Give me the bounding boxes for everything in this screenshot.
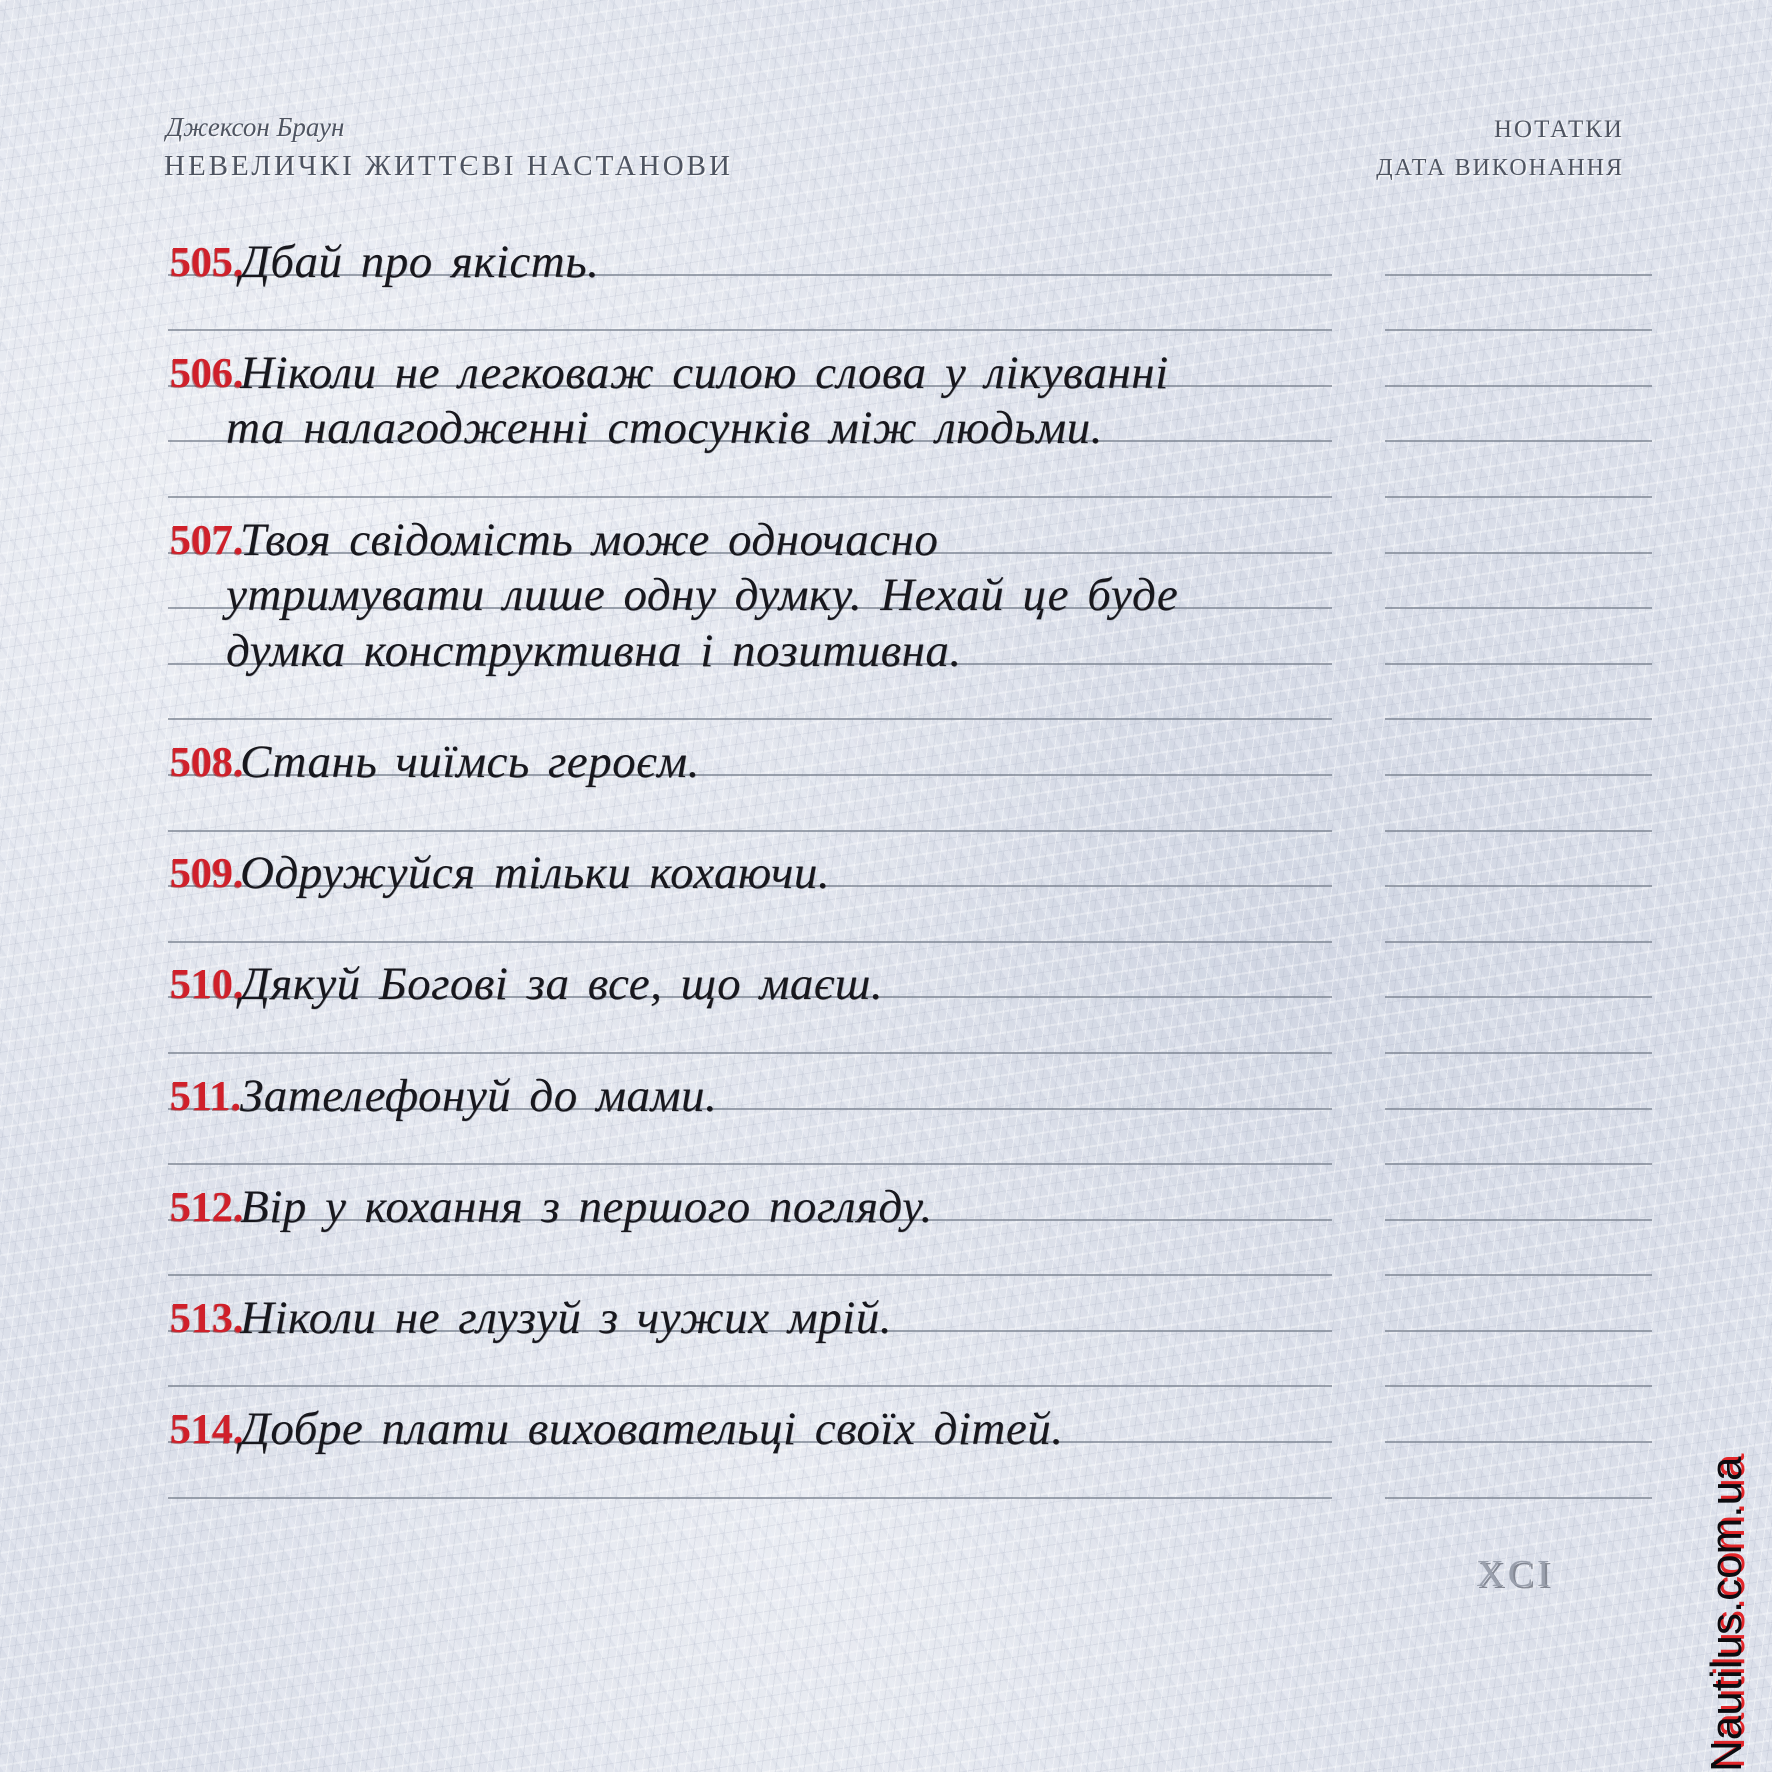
item-row bbox=[0, 220, 1772, 288]
spacer-row bbox=[0, 1332, 1772, 1388]
item-row bbox=[0, 1165, 1772, 1233]
item-row bbox=[0, 554, 1772, 622]
notes-header: НОТАТКИ bbox=[1494, 116, 1624, 143]
item-number: 513. bbox=[170, 1295, 244, 1342]
item-row bbox=[0, 720, 1772, 788]
item-text-line: Твоя свідомість може одночасно bbox=[240, 513, 939, 566]
item-text-line: думка конструктивна і позитивна. bbox=[226, 624, 962, 677]
book-title: НЕВЕЛИЧКІ ЖИТТЄВІ НАСТАНОВИ bbox=[164, 150, 733, 182]
item-text-line: та налагодженні стосунків між людьми. bbox=[226, 402, 1103, 455]
spacer-row bbox=[0, 1221, 1772, 1277]
item-row bbox=[0, 943, 1772, 1011]
item-text-line: Вір у кохання з першого погляду. bbox=[240, 1180, 933, 1233]
page-number: XCI bbox=[1476, 1553, 1554, 1595]
item-text-line: Дякуй Богові за все, що маєш. bbox=[240, 958, 884, 1011]
item-number: 511. bbox=[170, 1073, 242, 1120]
spacer-row bbox=[0, 998, 1772, 1054]
item-number: 508. bbox=[170, 739, 244, 786]
item-row bbox=[0, 498, 1772, 566]
spacer-row bbox=[0, 887, 1772, 943]
spacer-row bbox=[0, 1110, 1772, 1166]
item-number: 514. bbox=[170, 1407, 244, 1454]
watermark: Nautilus.com.ua bbox=[1702, 1456, 1751, 1772]
item-number: 509. bbox=[170, 851, 244, 898]
item-text-line: Одружуйся тільки кохаючи. bbox=[240, 847, 831, 900]
author-name: Джексон Браун bbox=[166, 112, 345, 142]
item-row bbox=[0, 609, 1772, 677]
spacer-row bbox=[0, 442, 1772, 498]
spacer-row bbox=[0, 665, 1772, 721]
spacer-row bbox=[0, 276, 1772, 332]
rule-line-main bbox=[168, 1497, 1332, 1499]
item-text-line: Дбай про якість. bbox=[240, 235, 600, 288]
item-text-line: Добре плати виховательці своїх дітей. bbox=[240, 1403, 1064, 1456]
item-text-line: Ніколи не легковаж силою слова у лікуванні bbox=[240, 346, 1169, 399]
item-text-line: Ніколи не глузуй з чужих мрій. bbox=[240, 1291, 892, 1344]
item-row bbox=[0, 1276, 1772, 1344]
item-row bbox=[0, 331, 1772, 399]
item-text-line: утримувати лише одну думку. Нехай це буде bbox=[226, 569, 1179, 622]
instruction-list bbox=[0, 220, 1772, 1499]
spacer-row bbox=[0, 1443, 1772, 1499]
right-header bbox=[1376, 116, 1624, 182]
spacer-row bbox=[0, 776, 1772, 832]
item-number: 512. bbox=[170, 1184, 244, 1231]
date-line bbox=[1385, 1497, 1652, 1499]
item-number: 510. bbox=[170, 962, 244, 1009]
item-text-line: Стань чиїмсь героєм. bbox=[240, 735, 700, 788]
item-row bbox=[0, 1054, 1772, 1122]
date-column-header: ДАТА ВИКОНАННЯ bbox=[1376, 155, 1624, 181]
item-number: 505. bbox=[170, 239, 244, 286]
item-row bbox=[0, 1387, 1772, 1456]
item-number: 506. bbox=[170, 350, 244, 397]
item-text-line: Зателефонуй до мами. bbox=[240, 1069, 718, 1122]
item-row bbox=[0, 387, 1772, 455]
item-number: 507. bbox=[170, 517, 244, 564]
item-row bbox=[0, 832, 1772, 900]
